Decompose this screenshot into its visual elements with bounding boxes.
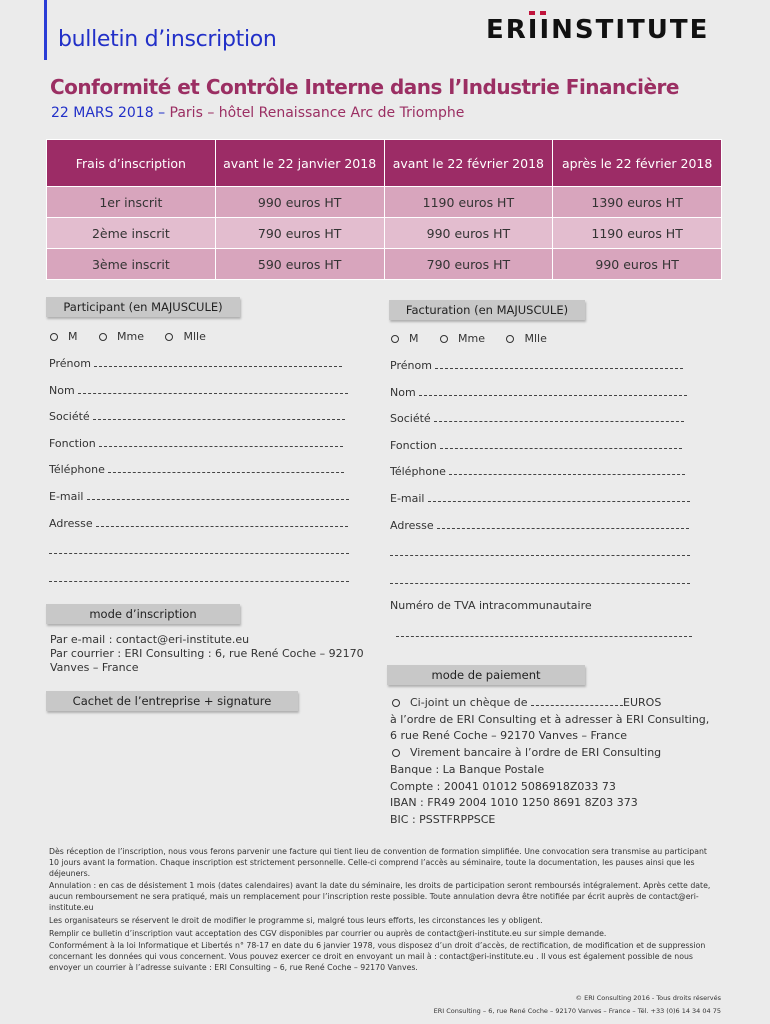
radio-icon[interactable] [506,335,514,343]
field-line[interactable] [96,520,348,527]
civility-label: Mlle [524,332,547,345]
terms-paragraph: Conformément à la loi Informatique et Libertés n° 78-17 en date du 6 janvier 1978, vous disposez d’un droit d’accès, de rectification, de modification et de suppression concernant les données qui vous concernent. Vous pouvez exercer ce droit en envoyant un mail à : contact@eri-institute.eu . Il vous est également possible de nous envoyer un courrier à l’adresse suivante : ERI Consulting – 6, rue René Coche – 92170 Vanves. [49,941,706,972]
field-line[interactable] [93,413,345,420]
radio-icon[interactable] [391,335,399,343]
bank-account: Compte : 20041 01012 5086918Z033 73 [390,780,616,793]
fees-header-cell: avant le 22 janvier 2018 [215,140,384,187]
billing-adresse-line-3[interactable] [390,582,690,584]
participant-fonction-field[interactable] [49,437,349,450]
field-line[interactable] [108,466,344,473]
terms-paragraph: Annulation : en cas de désistement 1 mois (dates calendaires) avant la date du séminaire, les droits de participation seront remboursés intégralement. Après cette date, aucun remboursement ne sera pratiqué, mais un remplacement pour l’inscription reste possible. Toute annulation devra être notifiée par écrit auprès de contact@eri-institute.eu [49,881,711,912]
civility-label: M [409,332,419,345]
civility-option-m[interactable] [391,332,419,345]
field-label: E-mail [49,490,84,503]
field-label: Prénom [49,357,91,370]
fees-cell: 2ème inscrit [47,218,216,249]
vat-number-label: Numéro de TVA intracommunautaire [390,599,592,612]
participant-adresse-line-2[interactable] [49,552,349,554]
event-date: 22 MARS 2018 – [51,105,166,121]
registration-mail: Par courrier : ERI Consulting : 6, rue René Coche – 92170 [50,647,364,660]
fees-header-cell: après le 22 février 2018 [553,140,722,187]
payment-mode-label: mode de paiement [387,665,585,685]
payment-transfer-option[interactable] [390,746,661,760]
field-line[interactable] [94,360,342,367]
participant-email-field[interactable] [49,490,351,503]
transfer-label: Virement bancaire à l’ordre de ERI Consulting [410,746,662,759]
participant-telephone-field[interactable] [49,463,351,476]
fees-header-cell: avant le 22 février 2018 [384,140,553,187]
registration-email: Par e-mail : contact@eri-institute.eu [50,633,250,646]
table-row [47,218,722,249]
registration-mail-city: Vanves – France [50,661,139,674]
fees-table [46,139,722,280]
billing-section-label: Facturation (en MAJUSCULE) [389,300,585,320]
terms-paragraph: Dès réception de l’inscription, nous vous ferons parvenir une facture qui tient lieu de convention de formation simplifiée. Une convocation sera transmise au participant 10 jours avant la formation. Chaque inscription est strictement personnelle. Celle-ci comprend l’accès au séminaire, toute la documentation, les pauses ainsi que les déjeuners. [49,847,707,878]
participant-nom-field[interactable] [49,384,349,397]
fees-cell: 990 euros HT [553,249,722,280]
field-line[interactable] [87,493,349,500]
participant-prenom-field[interactable] [49,357,349,370]
fees-cell: 1190 euros HT [384,187,553,218]
field-label: Téléphone [49,463,105,476]
event-date-place [51,105,464,121]
bank-bic: BIC : PSSTFRPPSCE [390,813,496,826]
field-label: Adresse [390,519,434,532]
field-line[interactable] [435,362,683,369]
civility-label: Mme [117,330,144,343]
fees-cell: 790 euros HT [384,249,553,280]
field-line[interactable] [437,522,689,529]
civility-option-m[interactable] [50,330,78,343]
footer-copyright: © ERI Consulting 2016 - Tous droits réservés [575,994,721,1002]
field-label: E-mail [390,492,425,505]
field-label: Société [390,412,431,425]
cheque-label: Ci-joint un chèque de [410,696,528,709]
terms-paragraph: Remplir ce bulletin d’inscription vaut acceptation des CGV disponibles par courrier ou auprès de contact@eri-institute.eu sur simple demande. [49,928,607,938]
participant-civility [50,330,224,343]
field-label: Adresse [49,517,93,530]
terms-block [49,847,717,974]
payment-cheque-option[interactable] [390,696,661,710]
billing-email-field[interactable] [390,492,692,505]
fees-cell: 990 euros HT [384,218,553,249]
cheque-currency: EUROS [623,696,662,709]
field-line[interactable] [78,387,348,394]
cheque-order-line: à l’ordre de ERI Consulting et à adresser à ERI Consulting, [390,713,710,726]
radio-icon[interactable] [392,749,400,757]
field-line[interactable] [449,468,685,475]
table-row [47,249,722,280]
bank-iban: IBAN : FR49 2004 1010 1250 8691 8Z03 373 [390,796,638,809]
field-line[interactable] [428,495,690,502]
radio-icon[interactable] [392,699,400,707]
field-line[interactable] [440,442,682,449]
fees-cell: 1390 euros HT [553,187,722,218]
fees-cell: 590 euros HT [215,249,384,280]
billing-adresse-field[interactable] [390,519,692,532]
participant-section-label: Participant (en MAJUSCULE) [46,297,240,317]
billing-civility [391,332,565,345]
civility-option-mme[interactable] [440,332,485,345]
billing-societe-field[interactable] [390,412,688,425]
fees-cell: 790 euros HT [215,218,384,249]
civility-option-mlle[interactable] [165,330,205,343]
event-title: Conformité et Contrôle Interne dans l’Industrie Financière [50,75,679,99]
radio-icon[interactable] [50,333,58,341]
billing-fonction-field[interactable] [390,439,688,452]
cheque-address-line: 6 rue René Coche – 92170 Vanves – France [390,729,628,742]
civility-label: Mme [458,332,485,345]
field-label: Fonction [390,439,437,452]
footer-address: ERI Consulting – 6, rue René Coche – 92170 Vanves – France – Tél. +33 (0)6 14 34 04 75 [433,1007,721,1015]
bank-name: Banque : La Banque Postale [390,763,545,776]
civility-label: M [68,330,78,343]
civility-option-mlle[interactable] [506,332,546,345]
billing-adresse-line-2[interactable] [390,554,690,556]
field-label: Fonction [49,437,96,450]
field-label: Nom [49,384,75,397]
event-place: Paris – hôtel Renaissance Arc de Triomphe [169,105,465,121]
terms-paragraph: Les organisateurs se réservent le droit de modifier le programme si, malgré tous leurs efforts, les circonstances les y obligent. [49,915,543,925]
billing-prenom-field[interactable] [390,359,688,372]
field-line[interactable] [99,440,343,447]
fees-header-row [47,140,722,187]
field-line[interactable] [434,415,684,422]
fees-cell: 990 euros HT [215,187,384,218]
field-label: Société [49,410,90,423]
participant-societe-field[interactable] [49,410,349,423]
billing-nom-field[interactable] [390,386,688,399]
stamp-signature-label: Cachet de l’entreprise + signature [46,691,298,711]
participant-adresse-line-3[interactable] [49,580,349,582]
fees-cell: 3ème inscrit [47,249,216,280]
field-label: Nom [390,386,416,399]
vat-number-line[interactable] [396,635,692,637]
radio-icon[interactable] [99,333,107,341]
table-row [47,187,722,218]
civility-option-mme[interactable] [99,330,144,343]
field-line[interactable] [419,389,687,396]
civility-label: Mlle [183,330,206,343]
fees-header-cell: Frais d’inscription [47,140,216,187]
radio-icon[interactable] [440,335,448,343]
field-label: Prénom [390,359,432,372]
billing-telephone-field[interactable] [390,465,692,478]
eri-institute-logo: ERI I NSTITUTE [486,15,709,45]
cheque-amount-line[interactable] [531,699,623,706]
page-title: bulletin d’inscription [58,27,277,52]
radio-icon[interactable] [165,333,173,341]
header-accent-bar [44,0,47,60]
registration-mode-label: mode d’inscription [46,604,240,624]
fees-cell: 1190 euros HT [553,218,722,249]
fees-cell: 1er inscrit [47,187,216,218]
field-label: Téléphone [390,465,446,478]
participant-adresse-field[interactable] [49,517,351,530]
